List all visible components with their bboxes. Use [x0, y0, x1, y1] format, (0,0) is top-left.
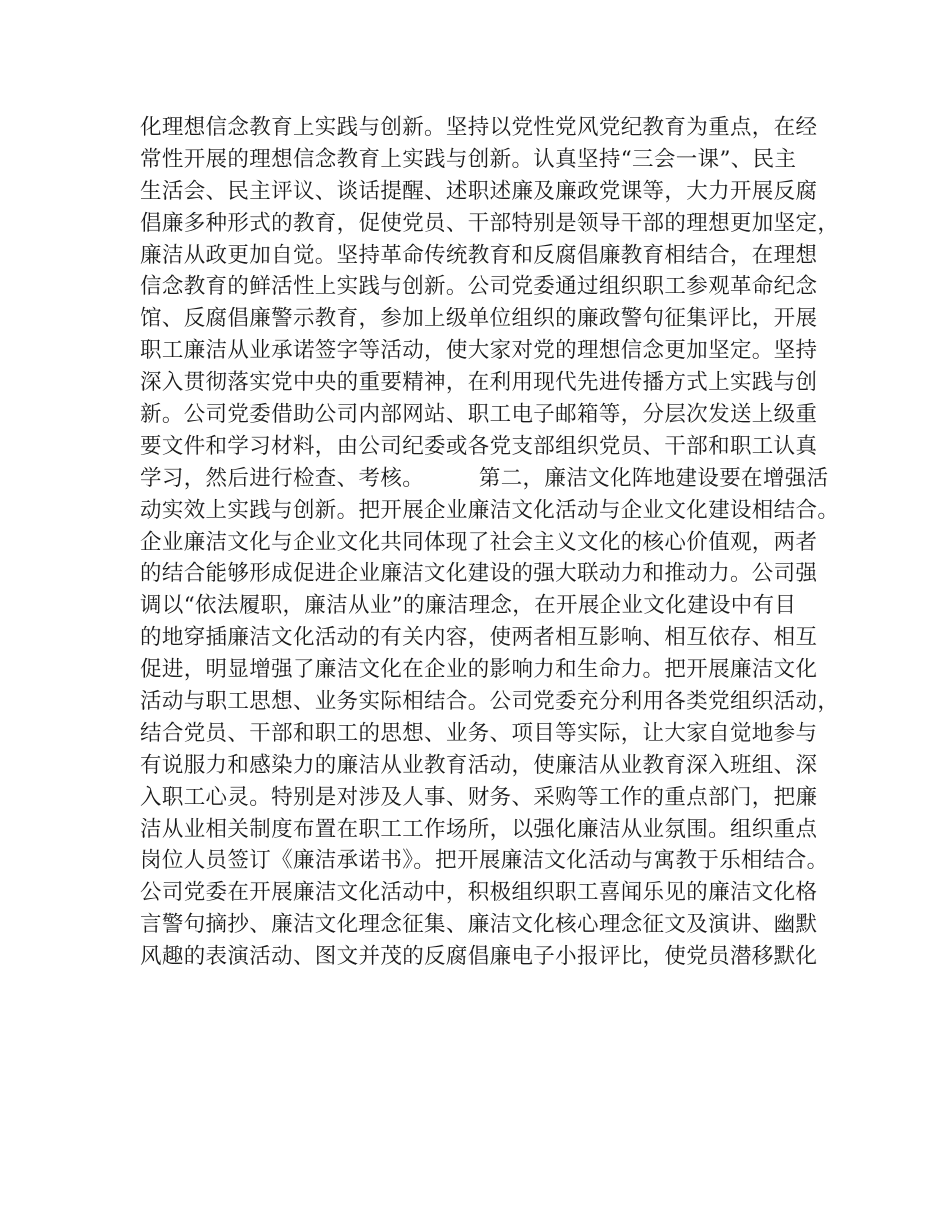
text-line: 常性开展的理想信念教育上实践与创新。认真坚持“三会一课”、民主	[140, 146, 797, 172]
text-line: 风趣的表演活动、图文并茂的反腐倡廉电子小报评比，使党员潜移默化	[140, 944, 818, 970]
body-text	[140, 112, 840, 973]
text-line: 活动与职工思想、业务实际相结合。公司党委充分利用各类党组织活动，	[140, 689, 840, 715]
text-line: 促进，明显增强了廉洁文化在企业的影响力和生命力。把开展廉洁文化	[140, 657, 818, 683]
text-line: 馆、反腐倡廉警示教育，参加上级单位组织的廉政警句征集评比，开展	[140, 306, 818, 332]
text-line: 学习，然后进行检查、考核。 第二，廉洁文化阵地建设要在增强活	[140, 465, 829, 491]
text-line: 企业廉洁文化与企业文化共同体现了社会主义文化的核心价值观，两者	[140, 529, 818, 555]
text-line: 动实效上实践与创新。把开展企业廉洁文化活动与企业文化建设相结合。	[140, 497, 840, 523]
text-line: 有说服力和感染力的廉洁从业教育活动，使廉洁从业教育深入班组、深	[140, 752, 818, 778]
text-line: 生活会、民主评议、谈话提醒、述职述廉及廉政党课等，大力开展反腐	[140, 178, 818, 204]
text-line: 信念教育的鲜活性上实践与创新。公司党委通过组织职工参观革命纪念	[140, 274, 818, 300]
text-line: 的结合能够形成促进企业廉洁文化建设的强大联动力和推动力。公司强	[140, 561, 818, 587]
text-line: 结合党员、干部和职工的思想、业务、项目等实际，让大家自觉地参与	[140, 720, 818, 746]
text-line: 职工廉洁从业承诺签字等活动，使大家对党的理想信念更加坚定。坚持	[140, 338, 818, 364]
text-line: 公司党委在开展廉洁文化活动中，积极组织职工喜闻乐见的廉洁文化格	[140, 880, 818, 906]
text-line: 岗位人员签订《廉洁承诺书》。把开展廉洁文化活动与寓教于乐相结合。	[140, 848, 829, 874]
text-line: 洁从业相关制度布置在职工工作场所，以强化廉洁从业氛围。组织重点	[140, 816, 818, 842]
text-line: 化理想信念教育上实践与创新。坚持以党性党风党纪教育为重点，在经	[140, 115, 818, 140]
text-line: 倡廉多种形式的教育，促使党员、干部特别是领导干部的理想更加坚定，	[140, 210, 840, 236]
text-line: 新。公司党委借助公司内部网站、职工电子邮箱等，分层次发送上级重	[140, 402, 818, 428]
text-line: 要文件和学习材料，由公司纪委或各党支部组织党员、干部和职工认真	[140, 433, 818, 459]
text-line: 深入贯彻落实党中央的重要精神，在利用现代先进传播方式上实践与创	[140, 370, 818, 396]
text-line: 言警句摘抄、廉洁文化理念征集、廉洁文化核心理念征文及演讲、幽默	[140, 912, 818, 938]
text-line: 的地穿插廉洁文化活动的有关内容，使两者相互影响、相互依存、相互	[140, 625, 818, 651]
text-line: 调以“依法履职，廉洁从业”的廉洁理念，在开展企业文化建设中有目	[140, 593, 797, 619]
text-line: 廉洁从政更加自觉。坚持革命传统教育和反腐倡廉教育相结合，在理想	[140, 242, 818, 268]
text-line: 入职工心灵。特别是对涉及人事、财务、采购等工作的重点部门，把廉	[140, 784, 818, 810]
